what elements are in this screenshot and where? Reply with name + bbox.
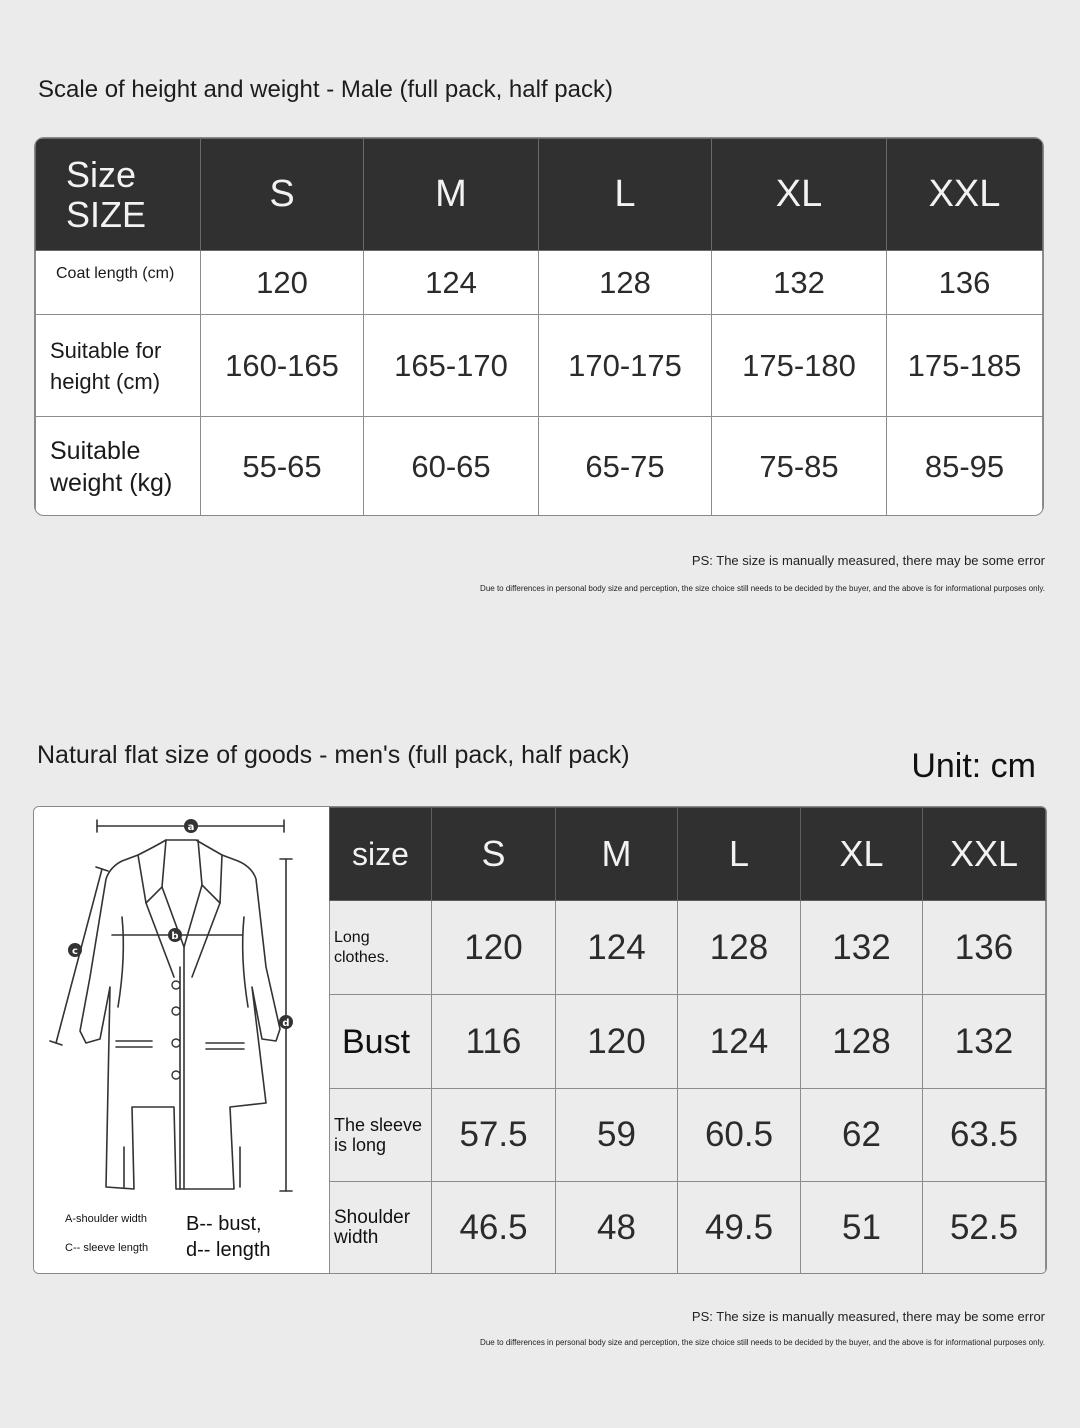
legend-bust: B-- bust, <box>186 1213 262 1235</box>
cell-value: 49.5 <box>678 1182 801 1274</box>
cell-value: 55-65 <box>201 417 364 517</box>
cell-value: 85-95 <box>887 417 1043 517</box>
size-col-xl: XL <box>712 139 887 251</box>
table2-header-row <box>330 808 1046 901</box>
row-label-line2: width <box>334 1226 379 1248</box>
table-row <box>36 417 1043 517</box>
cell-value: 124 <box>556 901 678 995</box>
row-label-line2: clothes. <box>334 948 390 966</box>
disclaimer-note: Due to differences in personal body size and perception, the size choice still needs to be decided by the buyer, and the above is for informational purposes only. <box>480 584 1045 593</box>
row-label-sleeve <box>330 1089 432 1182</box>
measurement-note: PS: The size is manually measured, there may be some error <box>691 553 1045 568</box>
cell-value: 116 <box>432 995 556 1089</box>
marker-a: a <box>187 822 195 833</box>
flat-size-block <box>33 806 1047 1274</box>
cell-value: 59 <box>556 1089 678 1182</box>
table-row <box>330 995 1046 1089</box>
size-header-line2: SIZE <box>66 193 147 235</box>
table1-header-row <box>36 139 1043 251</box>
table-row <box>330 1182 1046 1274</box>
cell-value: 175-180 <box>712 315 887 417</box>
table1-title: Scale of height and weight - Male (full pack, half pack) <box>38 76 613 103</box>
disclaimer-note: Due to differences in personal body size and perception, the size choice still needs to be decided by the buyer, and the above is for informational purposes only. <box>480 1338 1045 1347</box>
cell-value: 136 <box>923 901 1046 995</box>
size-col-xxl: XXL <box>887 139 1043 251</box>
cell-value: 128 <box>678 901 801 995</box>
table2-title: Natural flat size of goods - men's (full pack, half pack) <box>37 741 630 769</box>
size-col-xl: XL <box>801 808 923 901</box>
row-label-line2: is long <box>334 1135 387 1155</box>
cell-value: 132 <box>712 251 887 315</box>
row-label-line1: Suitable for <box>50 337 162 363</box>
table-row <box>330 901 1046 995</box>
measurement-note: PS: The size is manually measured, there may be some error <box>691 1309 1045 1324</box>
cell-value: 128 <box>539 251 712 315</box>
size-col-l: L <box>678 808 801 901</box>
coat-outline-icon <box>34 807 329 1273</box>
row-label-weight <box>36 417 201 517</box>
cell-value: 175-185 <box>887 315 1043 417</box>
cell-value: 51 <box>801 1182 923 1274</box>
cell-value: 124 <box>364 251 539 315</box>
legend-shoulder-width: A-shoulder width <box>65 1213 147 1225</box>
row-label-line2: weight (kg) <box>50 468 173 497</box>
cell-value: 60-65 <box>364 417 539 517</box>
table-row <box>330 1089 1046 1182</box>
cell-value: 136 <box>887 251 1043 315</box>
size-col-m: M <box>364 139 539 251</box>
cell-value: 132 <box>923 995 1046 1089</box>
cell-value: 165-170 <box>364 315 539 417</box>
cell-value: 63.5 <box>923 1089 1046 1182</box>
row-label-line1: Long <box>334 928 370 946</box>
table-row <box>36 251 1043 315</box>
cell-value: 120 <box>201 251 364 315</box>
marker-c: c <box>72 946 78 957</box>
cell-value: 65-75 <box>539 417 712 517</box>
cell-value: 124 <box>678 995 801 1089</box>
cell-value: 128 <box>801 995 923 1089</box>
height-weight-table <box>34 137 1044 516</box>
row-label-line2: height (cm) <box>50 368 161 394</box>
legend-length: d-- length <box>186 1239 271 1261</box>
cell-value: 120 <box>432 901 556 995</box>
coat-diagram <box>34 807 330 1273</box>
size-col-s: S <box>201 139 364 251</box>
row-label-line1: Shoulder <box>334 1206 411 1228</box>
cell-value: 52.5 <box>923 1182 1046 1274</box>
row-label-bust: Bust <box>330 995 432 1089</box>
legend-sleeve-length: C-- sleeve length <box>65 1242 149 1254</box>
cell-value: 57.5 <box>432 1089 556 1182</box>
flat-size-table <box>329 807 1046 1273</box>
size-col-l: L <box>539 139 712 251</box>
size-col-s: S <box>432 808 556 901</box>
cell-value: 60.5 <box>678 1089 801 1182</box>
cell-value: 46.5 <box>432 1182 556 1274</box>
row-label-long-clothes <box>330 901 432 995</box>
size-header-cell <box>36 139 201 251</box>
unit-label: Unit: cm <box>911 747 1036 785</box>
size-header-cell: size <box>330 808 432 901</box>
row-label-height <box>36 315 201 417</box>
cell-value: 48 <box>556 1182 678 1274</box>
cell-value: 120 <box>556 995 678 1089</box>
cell-value: 75-85 <box>712 417 887 517</box>
row-label-line1: Suitable <box>50 436 141 465</box>
row-label-coat-length: Coat length (cm) <box>36 251 201 315</box>
cell-value: 132 <box>801 901 923 995</box>
table-row <box>36 315 1043 417</box>
cell-value: 62 <box>801 1089 923 1182</box>
size-header-line1: Size <box>66 153 137 195</box>
size-col-xxl: XXL <box>923 808 1046 901</box>
marker-b: b <box>171 931 179 942</box>
cell-value: 160-165 <box>201 315 364 417</box>
marker-d: d <box>282 1018 290 1029</box>
row-label-shoulder <box>330 1182 432 1274</box>
row-label-line1: The sleeve <box>334 1115 423 1135</box>
size-col-m: M <box>556 808 678 901</box>
cell-value: 170-175 <box>539 315 712 417</box>
